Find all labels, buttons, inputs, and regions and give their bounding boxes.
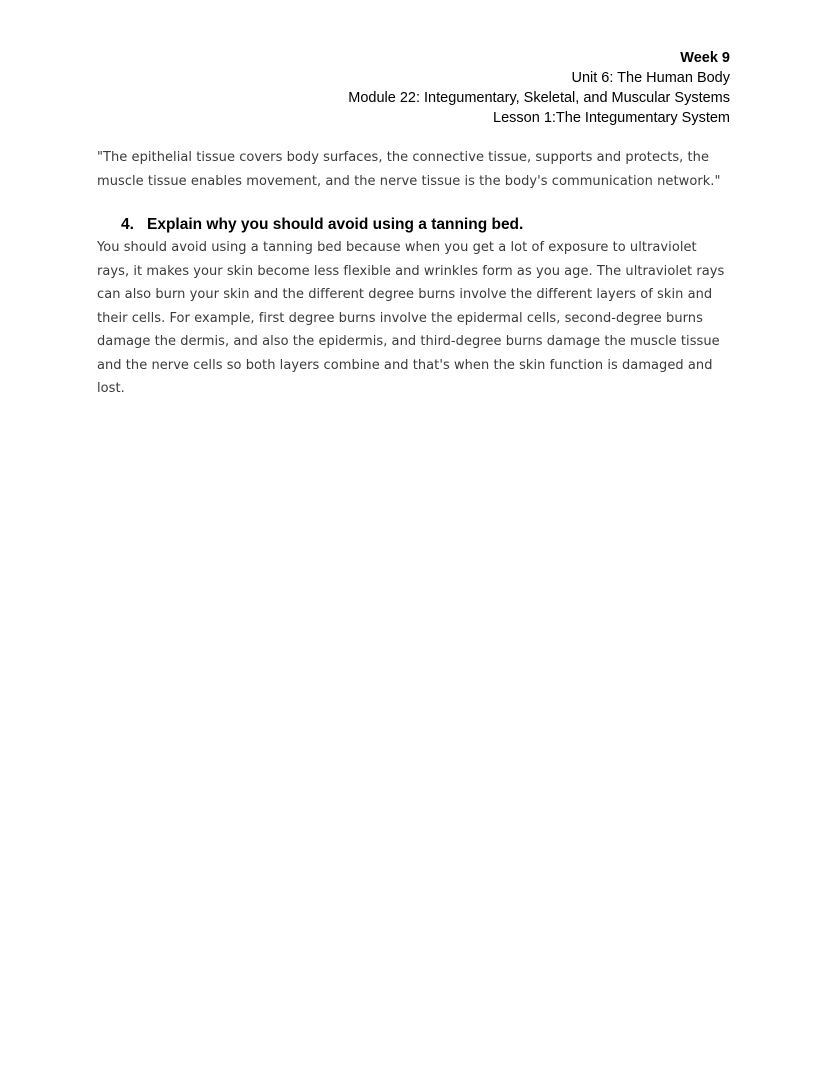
header-lesson: Lesson 1:The Integumentary System <box>493 110 730 126</box>
question-heading <box>121 214 523 236</box>
quote-line: muscle tissue enables movement, and the nerve tissue is the body's communication network." <box>97 173 721 189</box>
quote-paragraph <box>97 146 737 193</box>
answer-line: their cells. For example, first degree burns involve the epidermal cells, second-degree burns <box>97 310 703 326</box>
header-module: Module 22: Integumentary, Skeletal, and Muscular Systems <box>348 90 730 106</box>
header-week: Week 9 <box>680 50 730 66</box>
answer-line: and the nerve cells so both layers combine and that's when the skin function is damaged and <box>97 357 713 373</box>
answer-line: rays, it makes your skin become less flexible and wrinkles form as you age. The ultraviolet rays <box>97 263 725 279</box>
header-unit: Unit 6: The Human Body <box>571 70 730 86</box>
answer-line: You should avoid using a tanning bed because when you get a lot of exposure to ultraviolet <box>97 240 697 255</box>
answer-line: damage the dermis, and also the epidermis, and third-degree burns damage the muscle tissue <box>97 334 720 349</box>
quote-line: "The epithelial tissue covers body surfaces, the connective tissue, supports and protects, the <box>97 150 710 165</box>
question-number: 4. <box>121 216 134 233</box>
answer-line: can also burn your skin and the different degree burns involve the different layers of skin and <box>97 287 713 302</box>
page-header <box>348 48 730 128</box>
answer-line: lost. <box>97 381 125 396</box>
answer-paragraph <box>97 236 737 401</box>
question-text: Explain why you should avoid using a tanning bed. <box>147 216 524 233</box>
